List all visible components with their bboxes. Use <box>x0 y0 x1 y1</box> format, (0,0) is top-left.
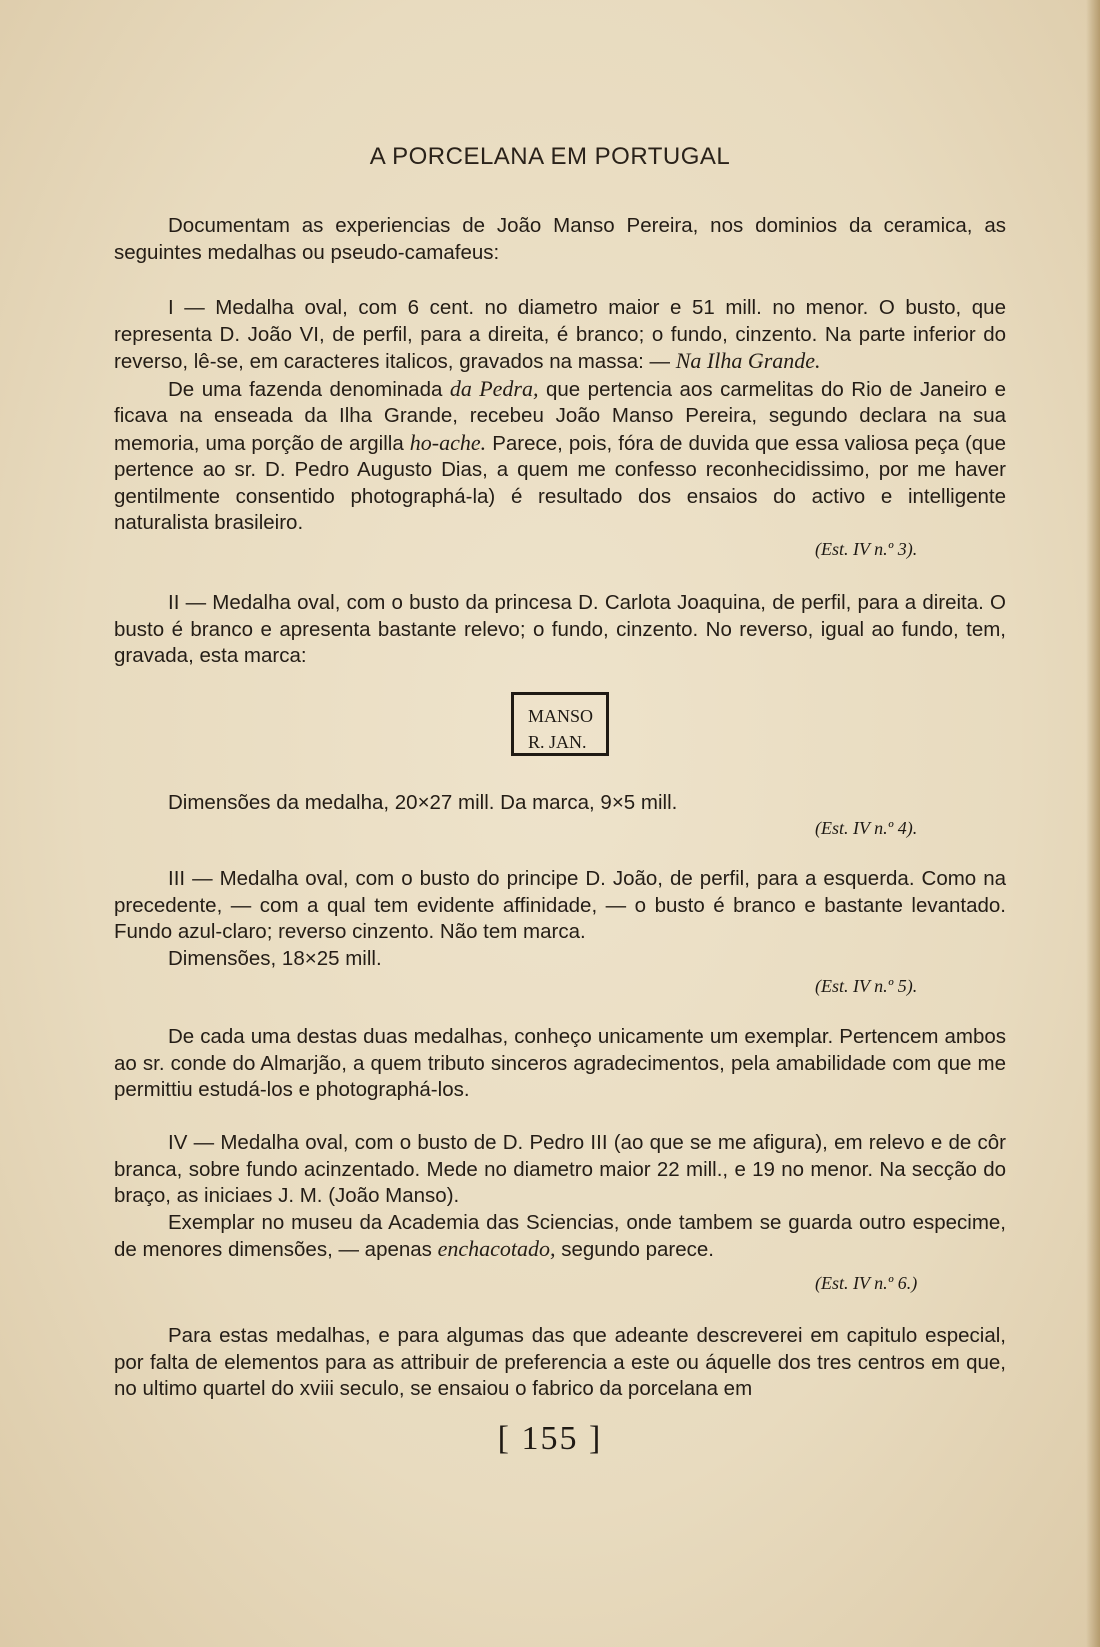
item-1b-text-1: De uma fazenda denominada <box>168 377 450 401</box>
item-3-block <box>114 866 1006 972</box>
running-header: A PORCELANA EM PORTUGAL <box>369 143 731 170</box>
reference-1-text: (Est. IV n.º 3). <box>815 539 918 559</box>
item-1b-text-3: Parece, pois, fóra de duvida que essa valiosa peça (que pertence ao sr. D. Pedro Augusto Dias, a quem me confesso reconhecidissimo, por me haver gentilmente consentido photographá-la) é resultado dos ensaios do activo e intelligente naturalista brasileiro. <box>114 431 1006 534</box>
reference-4-text: (Est. IV n.º 6.) <box>815 1273 918 1293</box>
reference-3-text: (Est. IV n.º 5). <box>815 976 918 996</box>
item-2-dimensions: Dimensões da medalha, 20×27 mill. Da marca, 9×5 mill. <box>168 791 678 814</box>
intro-paragraph <box>114 213 1006 266</box>
item-1b-italic-2: ho-ache. <box>409 429 487 455</box>
mark-line-1: MANSO <box>528 706 594 726</box>
page-edge-shadow <box>1086 0 1100 1647</box>
item-1-text: I — Medalha oval, com 6 cent. no diametro maior e 51 mill. no menor. O busto, que representa D. João VI, de perfil, para a direita, é branco; o fundo, cinzento. Na parte inferior do reverso, lê-se, em caracteres italicos, gravados na massa: — <box>114 296 1006 373</box>
item-2-dimensions-block <box>114 790 1006 817</box>
item-3-text: III — Medalha oval, com o busto do principe D. João, de perfil, para a esquerda. Como na precedente, — com a qual tem evidente affinidade, — o busto é branco e bastante levantado. Fundo azul-claro; reverso cinzento. Não tem marca. <box>114 867 1006 943</box>
item-4-block <box>114 1130 1006 1264</box>
item-1b-text-2: que pertencia aos carmelitas do Rio de Janeiro e ficava na enseada da Ilha Grande, recebeu João Manso Pereira, segundo declara na sua memoria, uma porção de argilla <box>114 377 1006 455</box>
item-2-text: II — Medalha oval, com o busto da princesa D. Carlota Joaquina, de perfil, para a direita. O busto é branco e apresenta bastante relevo; o fundo, cinzento. No reverso, igual ao fundo, tem, gravada, esta marca: <box>114 591 1006 667</box>
item-1-paragraph-2 <box>114 376 1006 537</box>
closing-text: Para estas medalhas, e para algumas das que adeante descreverei em capitulo especial, por falta de elementos para as attribuir de preferencia a este ou áquelle dos tres centros em que, no ultimo quartel do xviii seculo, se ensaiou o fabrico da porcelana em <box>114 1324 1006 1400</box>
item-3-dimensions: Dimensões, 18×25 mill. <box>168 946 382 970</box>
item-1b-italic-1: da Pedra, <box>449 375 539 401</box>
item-4b-text-2: segundo parece. <box>555 1238 714 1261</box>
reference-2-text: (Est. IV n.º 4). <box>815 818 918 838</box>
item-4-paragraph-2 <box>114 1210 1006 1264</box>
item-4-text: IV — Medalha oval, com o busto de D. Pedro III (ao que se me afigura), em relevo e de côr branca, sobre fundo acinzentado. Mede no diametro maior 22 mill., e 19 no menor. Na secção do braço, as iniciaes J. M. (João Manso). <box>114 1131 1006 1207</box>
closing-block <box>114 1323 1006 1403</box>
page-number: [ 155 ] <box>497 1420 603 1457</box>
item-4b-text-1: Exemplar no museu da Academia das Sciencias, onde tambem se guarda outro especime, de menores dimensões, — apenas <box>114 1210 1006 1261</box>
intro-text: Documentam as experiencias de João Manso Pereira, nos dominios da ceramica, as seguintes medalhas ou pseudo-camafeus: <box>114 214 1006 264</box>
owners-text: De cada uma destas duas medalhas, conheço unicamente um exemplar. Pertencem ambos ao sr. conde do Almarjão, a quem tributo sinceros agradecimentos, pela amabilidade com que me permittiu estudá-los e photographá-los. <box>114 1025 1006 1101</box>
item-2-block <box>114 590 1006 670</box>
mark-line-2: R. JAN. <box>528 732 587 752</box>
item-4b-italic: enchacotado, <box>437 1236 556 1261</box>
item-1-italic: Na Ilha Grande. <box>675 348 821 373</box>
item-1-paragraph <box>114 295 1006 376</box>
item-1-block <box>114 295 1006 537</box>
manso-mark <box>511 692 609 756</box>
owners-block <box>114 1024 1006 1104</box>
